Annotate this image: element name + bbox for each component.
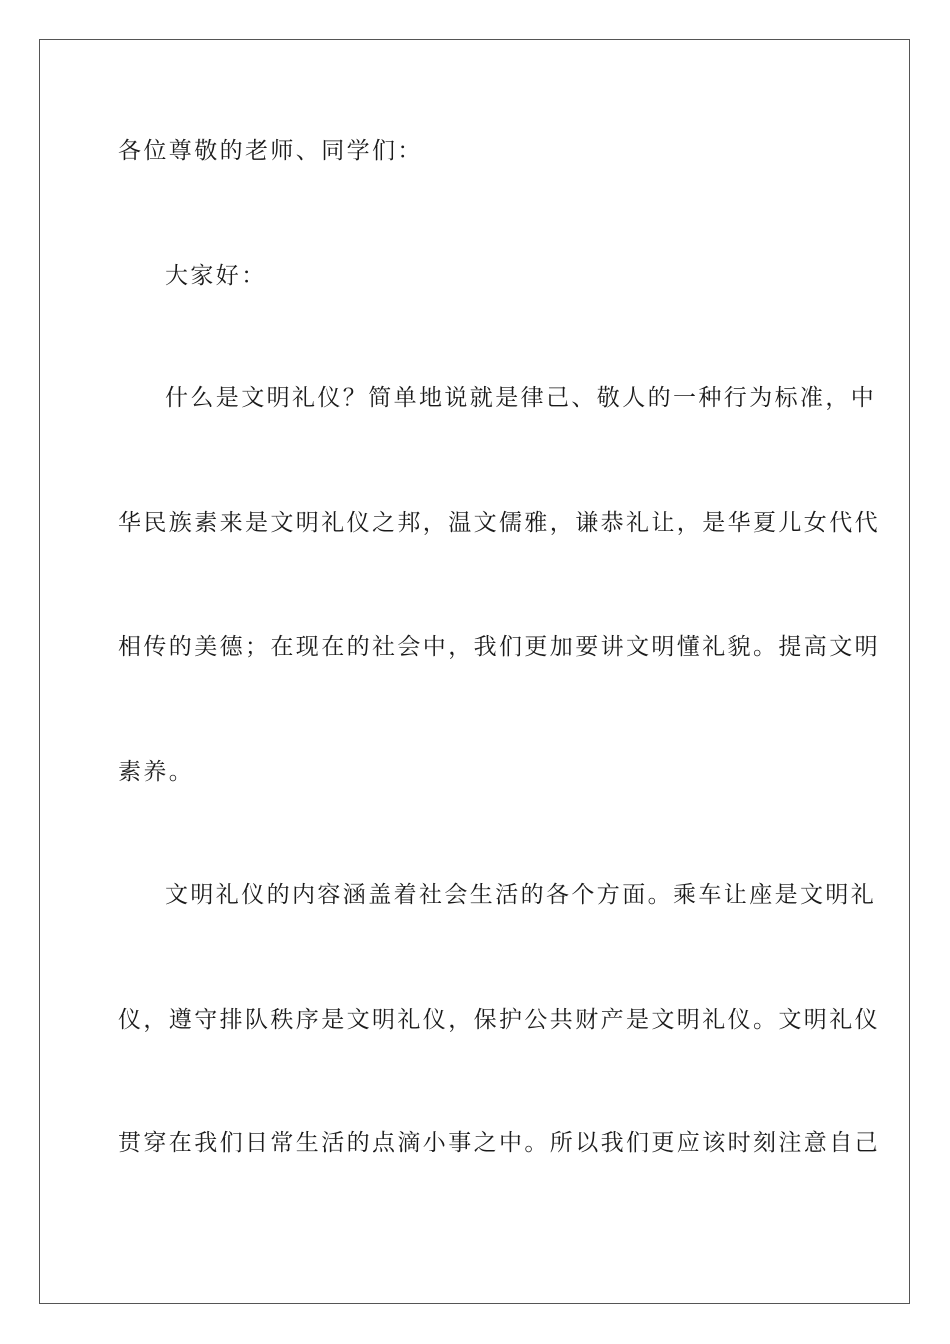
paragraph-2-line-1: 文明礼仪的内容涵盖着社会生活的各个方面。乘车让座是文明礼: [165, 882, 877, 908]
paragraph-2-line-2: 仪，遵守排队秩序是文明礼仪，保护公共财产是文明礼仪。文明礼仪: [118, 1007, 880, 1033]
salutation-line: 各位尊敬的老师、同学们：: [118, 138, 423, 164]
paragraph-1-line-2: 华民族素来是文明礼仪之邦，温文儒雅，谦恭礼让，是华夏儿女代代: [118, 510, 880, 536]
page-border: [39, 39, 910, 1304]
paragraph-1-line-3: 相传的美德；在现在的社会中，我们更加要讲文明懂礼貌。提高文明: [118, 634, 880, 660]
paragraph-1-line-1: 什么是文明礼仪？简单地说就是律己、敬人的一种行为标准，中: [165, 385, 877, 411]
paragraph-1-line-4: 素养。: [118, 759, 195, 785]
greeting-line: 大家好：: [165, 263, 267, 289]
paragraph-2-line-3: 贯穿在我们日常生活的点滴小事之中。所以我们更应该时刻注意自己: [118, 1130, 880, 1156]
